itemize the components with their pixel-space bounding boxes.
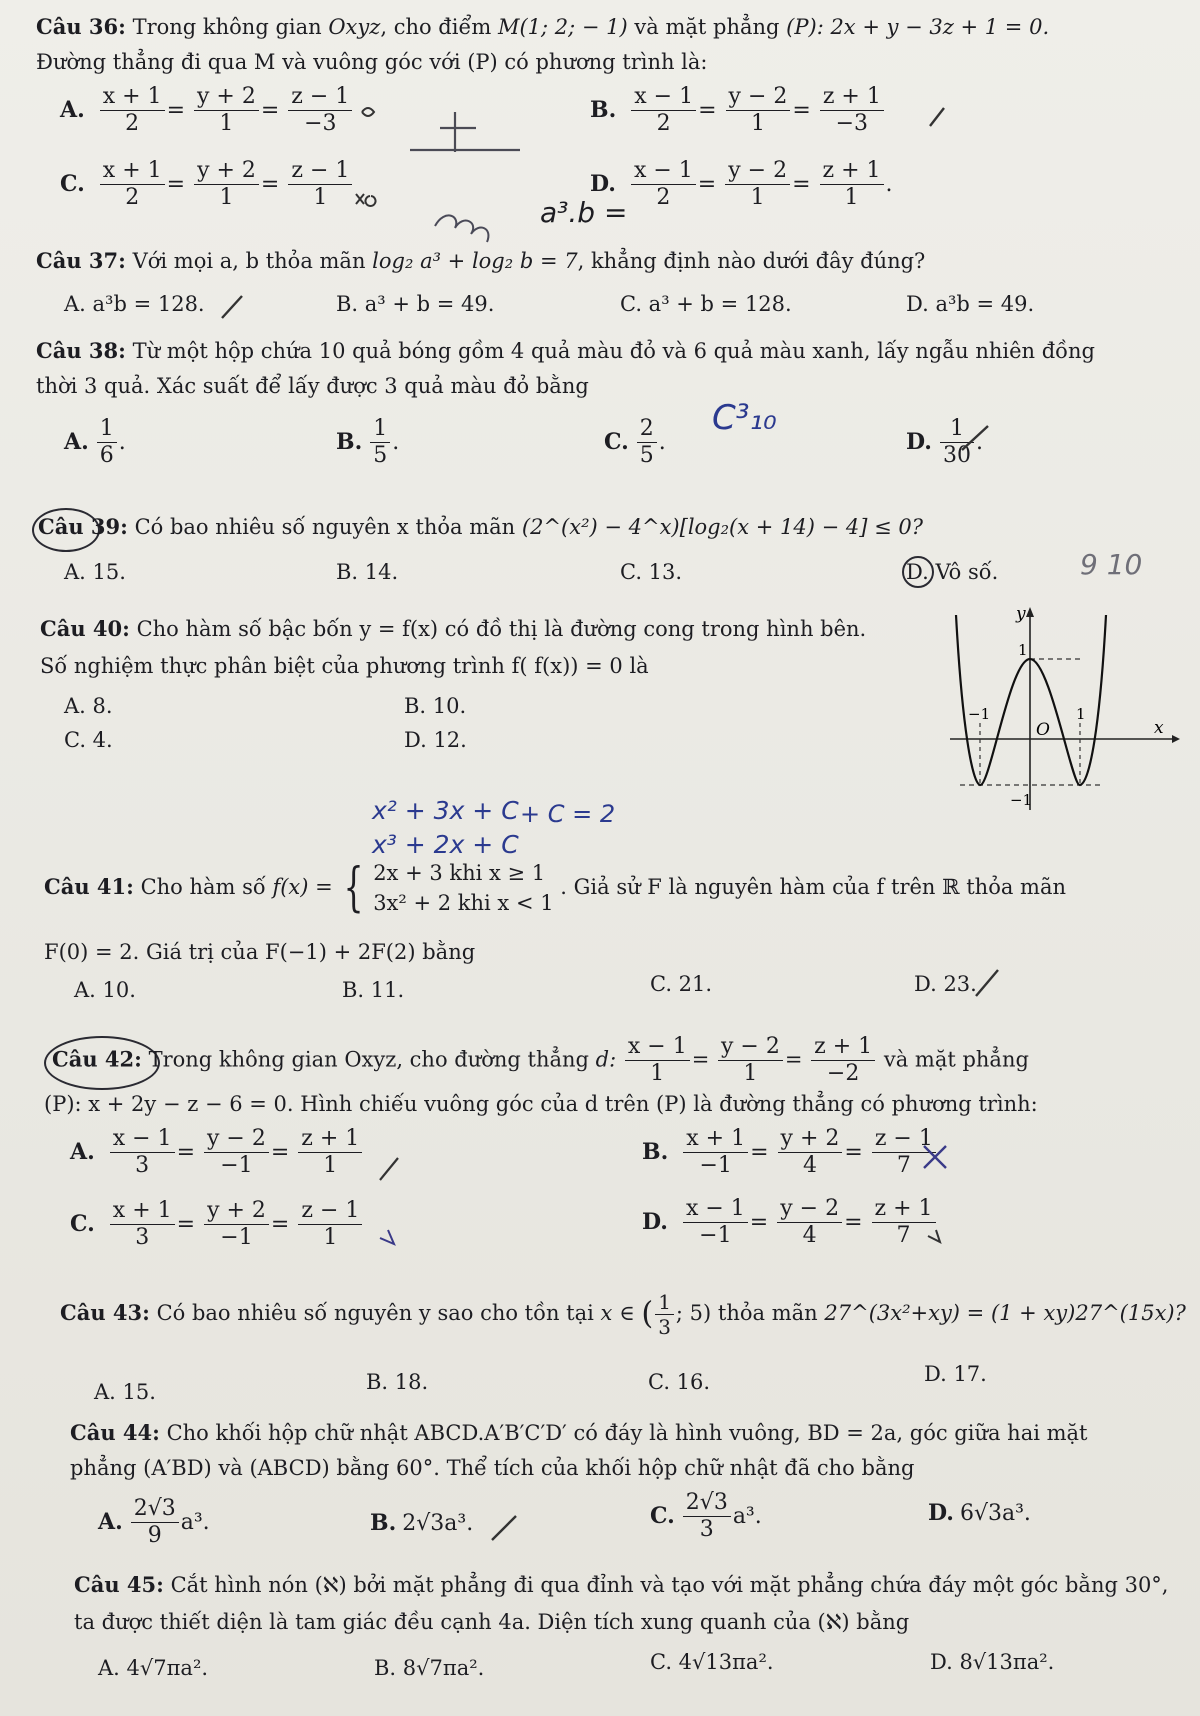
q38-option-d-label: D. (906, 428, 932, 455)
graph-tick-xm1: −1 (968, 705, 991, 723)
q37-condition: log₂ a³ + log₂ b = 7 (372, 249, 578, 273)
frac-den: 5 (373, 443, 388, 469)
frac-den: 1 (650, 1061, 665, 1087)
frac-den: −2 (826, 1061, 860, 1087)
q42-option-b-label: B. (642, 1138, 669, 1165)
q42-option-c-label: C. (70, 1210, 95, 1237)
graph-tick-y1: 1 (1018, 641, 1028, 659)
frac-den: 1 (743, 1061, 758, 1087)
q37-option-d[interactable]: D. a³b = 49. (906, 292, 1035, 316)
q44-option-b-label: B. (370, 1510, 397, 1536)
q38-scratch-combination: C³₁₀ (712, 398, 777, 438)
q40-option-a[interactable]: A. 8. (64, 694, 113, 718)
q36-stem-line2: Đường thẳng đi qua M và vuông góc với (P) có phương trình là: (36, 50, 708, 74)
frac-num: y + 2 (778, 1126, 843, 1153)
q41-case-1: 2x + 3 khi x ≥ 1 (373, 861, 546, 885)
q37-scratch-work: a³.b = (540, 196, 628, 229)
q38-option-c-label: C. (604, 428, 629, 455)
frac-num: z − 1 (288, 158, 352, 185)
frac-num: 2√3 (683, 1490, 731, 1517)
q41-option-a[interactable]: A. 10. (74, 978, 136, 1002)
q42-stem-line2: (P): x + 2y − z − 6 = 0. Hình chiếu vuông góc của d trên (P) là đường thẳng có phương trình: (44, 1092, 1038, 1116)
frac-num: x + 1 (100, 158, 165, 185)
frac-den: −3 (304, 111, 337, 137)
frac-den: 3 (658, 1315, 671, 1339)
q42-option-d-label: D. (642, 1208, 668, 1235)
q43-equation: 27^(3x²+xy) = (1 + xy)27^(15x)? (824, 1301, 1186, 1325)
q45-stem-line1 (74, 1572, 1168, 1597)
q41-option-d[interactable]: D. 23. (914, 972, 977, 996)
frac-den: 4 (802, 1153, 817, 1179)
frac-den: 7 (896, 1153, 911, 1179)
frac-num: z + 1 (298, 1126, 362, 1153)
frac-den: 1 (219, 111, 234, 137)
frac-den: 2 (125, 111, 140, 137)
q42-option-d[interactable]: D. $\frac{x - 1}{-1}$ = $\frac{y - 2}{4}$ = $\frac{z + 1}{7}$ (642, 1196, 938, 1250)
frac-den: 2 (125, 185, 140, 211)
q36-label: Câu 36: (36, 14, 126, 39)
graph-tick-x1: 1 (1076, 705, 1086, 723)
q41-label: Câu 41: (44, 873, 134, 899)
q45-option-a[interactable]: A. 4√7πa². (98, 1656, 209, 1680)
frac-num: x − 1 (683, 1196, 748, 1223)
frac-den: 3 (699, 1517, 714, 1543)
q45-text-1: Cắt hình nón (ℵ) bởi mặt phẳng đi qua đỉnh và tạo với mặt phẳng chứa đáy một góc bằng 30°, (170, 1573, 1169, 1597)
q42-option-a[interactable]: A. $\frac{x - 1}{3}$ = $\frac{y - 2}{-1}$ = $\frac{z + 1}{1}$ (70, 1126, 364, 1180)
q36-option-a[interactable]: A. $\frac{x + 1}{2}$ = $\frac{y + 2}{1}$ = $\frac{z - 1}{-3}$ (60, 84, 354, 138)
q41-case-2: 3x² + 2 khi x < 1 (373, 891, 554, 916)
graph-tick-ym1: −1 (1010, 791, 1033, 809)
q38-option-a-label: A. (64, 428, 89, 455)
q36-text-b: , cho điểm (380, 15, 492, 39)
q38-text-1: Từ một hộp chứa 10 quả bóng gồm 4 quả màu đỏ và 6 quả màu xanh, lấy ngẫu nhiên đồng (132, 339, 1095, 363)
frac-num: 1 (655, 1290, 674, 1315)
frac-num: 1 (940, 416, 974, 443)
frac-num: y + 2 (194, 84, 259, 111)
q45-label: Câu 45: (74, 1572, 164, 1597)
frac-den: 1 (323, 1153, 338, 1179)
frac-num: 2√3 (131, 1496, 179, 1523)
q41-scratch-line2: x³ + 2x + C (372, 830, 519, 859)
q36-option-b[interactable]: B. $\frac{x - 1}{2}$ = $\frac{y - 2}{1}$ = $\frac{z + 1}{-3}$ (590, 84, 886, 138)
frac-num: y + 2 (194, 158, 259, 185)
q39-inequality: (2^(x²) − 4^x)[log₂(x + 14) − 4] ≤ 0? (521, 515, 924, 539)
frac-den: 2 (656, 185, 671, 211)
q43-option-c[interactable]: C. 16. (648, 1370, 711, 1394)
graph-origin-label: O (1036, 720, 1050, 740)
q42-option-c[interactable]: C. $\frac{x + 1}{3}$ = $\frac{y + 2}{-1}$ = $\frac{z - 1}{1}$ (70, 1198, 364, 1252)
q36-space: Oxyz (328, 15, 381, 39)
q44-option-d-label: D. (928, 1500, 954, 1526)
q40-option-d[interactable]: D. 12. (404, 728, 467, 752)
frac-den: −1 (699, 1153, 732, 1179)
q42-stem-line1: Câu 42: Trong không gian Oxyz, cho đường thẳng d: $\frac{x - 1}{1}$ = $\frac{y - 2}{1}$ = $\frac{z + 1}{-2}$ và mặt phẳng (52, 1034, 1029, 1087)
q36-text-c: và mặt phẳng (634, 15, 780, 39)
frac-den: 3 (135, 1153, 150, 1179)
q36-option-c[interactable]: C. $\frac{x + 1}{2}$ = $\frac{y + 2}{1}$ = $\frac{z - 1}{1}$ (60, 158, 354, 212)
frac-num: z + 1 (820, 84, 884, 111)
q39-option-b[interactable]: B. 14. (336, 560, 399, 584)
frac-num: x − 1 (110, 1126, 175, 1153)
q41-text-b: . Giả sử F là nguyên hàm của f trên ℝ thỏa mãn (560, 874, 1066, 899)
frac-den: −1 (220, 1225, 253, 1251)
frac-num: z − 1 (298, 1198, 362, 1225)
frac-den: 6 (99, 443, 114, 469)
q44-option-d-text: 6√3a³. (959, 1501, 1031, 1526)
frac-den: 3 (135, 1225, 150, 1251)
frac-num: z − 1 (288, 84, 352, 111)
q36-option-d-label: D. (590, 170, 616, 197)
q44-text-1: Cho khối hộp chữ nhật ABCD.A′B′C′D′ có đáy là hình vuông, BD = 2a, góc giữa hai mặt (166, 1421, 1088, 1445)
q42-option-a-label: A. (70, 1138, 95, 1165)
frac-num: z + 1 (872, 1196, 936, 1223)
frac-num: z + 1 (820, 158, 884, 185)
frac-num: x + 1 (683, 1126, 748, 1153)
q36-option-b-label: B. (590, 96, 617, 123)
frac-num: x − 1 (631, 158, 696, 185)
frac-num: y − 2 (718, 1034, 783, 1061)
frac-den: 2 (656, 111, 671, 137)
frac-num: y + 2 (204, 1198, 269, 1225)
frac-den: 7 (896, 1223, 911, 1249)
q37-option-b[interactable]: B. a³ + b = 49. (336, 292, 495, 316)
q42-label: Câu 42: (52, 1046, 142, 1072)
q44-stem-line2: phẳng (A′BD) và (ABCD) bằng 60°. Thể tích của khối hộp chữ nhật đã cho bằng (70, 1456, 915, 1480)
frac-den: −1 (220, 1153, 253, 1179)
frac-den: 9 (147, 1523, 162, 1549)
q36-option-a-label: A. (60, 96, 85, 123)
q43-option-b[interactable]: B. 18. (366, 1370, 429, 1394)
frac-num: y − 2 (725, 158, 790, 185)
frac-den: 4 (802, 1223, 817, 1249)
q39-option-c[interactable]: C. 13. (620, 560, 683, 584)
q45-option-c[interactable]: C. 4√13πa². (650, 1650, 774, 1674)
q39-option-a[interactable]: A. 15. (64, 560, 126, 584)
frac-num: x − 1 (625, 1034, 690, 1061)
q45-option-d[interactable]: D. 8√13πa². (930, 1650, 1055, 1674)
q41-scratch-line1: x² + 3x + C (372, 796, 519, 825)
q45-stem-line2: ta được thiết diện là tam giác đều cạnh 4a. Diện tích xung quanh của (ℵ) bằng (74, 1610, 910, 1634)
frac-den: 30 (942, 443, 971, 469)
frac-den: −1 (699, 1223, 732, 1249)
graph-x-label: x (1154, 718, 1164, 738)
q40-option-b[interactable]: B. 10. (404, 694, 467, 718)
q43-label: Câu 43: (60, 1300, 150, 1325)
frac-num: 2 (637, 416, 657, 443)
q44-option-b-text: 2√3a³. (402, 1511, 474, 1536)
q41-brace-icon: { (344, 858, 364, 919)
frac-den: 1 (844, 185, 859, 211)
q37-text-a: Với mọi a, b thỏa mãn (132, 249, 366, 273)
q44-option-a-tail: a³. (180, 1509, 210, 1535)
q40-text-1: Cho hàm số bậc bốn y = f(x) có đồ thị là đường cong trong hình bên. (136, 617, 867, 641)
q37-option-a[interactable]: A. a³b = 128. (64, 292, 205, 316)
q43-stem: Câu 43: Có bao nhiêu số nguyên y sao cho tồn tại x ∈ ( $\frac{1}{3}$ ; 5) thỏa mãn 27^(3x²+xy) = (1 + xy)27^(15x)? (60, 1290, 1186, 1339)
q38-label: Câu 38: (36, 338, 126, 363)
q40-stem-line2: Số nghiệm thực phân biệt của phương trình f( f(x)) = 0 là (40, 654, 649, 678)
frac-num: z + 1 (811, 1034, 875, 1061)
frac-den: −3 (835, 111, 869, 137)
q36-option-c-label: C. (60, 170, 85, 197)
q41-option-b[interactable]: B. 11. (342, 978, 405, 1002)
q44-option-a-label: A. (98, 1508, 123, 1535)
frac-num: z − 1 (872, 1126, 936, 1153)
q43-option-a[interactable]: A. 15. (94, 1380, 156, 1404)
q42-text-a: Trong không gian Oxyz, cho đường thẳng (148, 1047, 589, 1072)
q43-interval-end: ; 5) (675, 1301, 712, 1325)
q38-option-a[interactable]: A. $\frac{1}{6}$ . (64, 416, 126, 469)
q36-plane: (P): 2x + y − 3z + 1 = 0. (786, 15, 1050, 39)
frac-den: 1 (219, 185, 234, 211)
q43-text-b: thỏa mãn (717, 1301, 818, 1325)
q38-option-c[interactable]: C. $\frac{2}{5}$ . (604, 416, 666, 469)
q36-text-a: Trong không gian (132, 15, 322, 39)
q41-text-a: Cho hàm số (140, 874, 266, 899)
frac-num: 1 (97, 416, 117, 443)
q43-text-a: Có bao nhiêu số nguyên y sao cho tồn tại (156, 1301, 594, 1325)
frac-num: x + 1 (100, 84, 165, 111)
q42-text-b: và mặt phẳng (883, 1047, 1029, 1072)
frac-num: 1 (370, 416, 390, 443)
q39-option-d[interactable]: D. Vô số. (906, 560, 999, 584)
q39-label: Câu 39: (38, 514, 128, 539)
q41-fx: f(x) = (272, 874, 333, 899)
q41-stem-line2: F(0) = 2. Giá trị của F(−1) + 2F(2) bằng (44, 940, 476, 964)
q38-option-b-label: B. (336, 428, 363, 455)
q42-line-name: d: (595, 1047, 617, 1072)
frac-den: 1 (313, 185, 328, 211)
q38-option-d[interactable]: D. $\frac{1}{30}$ . (906, 416, 983, 469)
frac-num: x + 1 (110, 1198, 175, 1225)
q39-scratch-numbers: 9 10 (1080, 548, 1143, 581)
q44-option-c-label: C. (650, 1502, 675, 1529)
q36-option-d[interactable]: D. $\frac{x - 1}{2}$ = $\frac{y - 2}{1}$ = $\frac{z + 1}{1}$ . (590, 158, 893, 211)
q44-option-c-tail: a³. (732, 1503, 762, 1529)
q45-option-b[interactable]: B. 8√7πa². (374, 1656, 485, 1680)
frac-den: 5 (639, 443, 654, 469)
q37-text-b: , khẳng định nào dưới đây đúng? (577, 249, 926, 273)
q40-option-c[interactable]: C. 4. (64, 728, 113, 752)
frac-den: 1 (323, 1225, 338, 1251)
q39-text: Có bao nhiêu số nguyên x thỏa mãn (134, 515, 516, 539)
q37-option-c[interactable]: C. a³ + b = 128. (620, 292, 792, 316)
q42-option-b[interactable]: B. $\frac{x + 1}{-1}$ = $\frac{y + 2}{4}$ = $\frac{z - 1}{7}$ (642, 1126, 938, 1180)
q36-point: M(1; 2; − 1) (497, 15, 628, 39)
frac-den: 1 (750, 185, 765, 211)
frac-num: x − 1 (631, 84, 696, 111)
q44-label: Câu 44: (70, 1420, 160, 1445)
frac-den: 1 (750, 111, 765, 137)
q38-option-b[interactable]: B. $\frac{1}{5}$ . (336, 416, 400, 469)
q38-stem-line2: thời 3 quả. Xác suất để lấy được 3 quả màu đỏ bằng (36, 374, 589, 398)
q43-option-d[interactable]: D. 17. (924, 1362, 987, 1386)
frac-num: y − 2 (777, 1196, 842, 1223)
graph-y-label: y (1016, 605, 1026, 624)
q40-label: Câu 40: (40, 616, 130, 641)
q37-label: Câu 37: (36, 248, 126, 273)
q41-scratch-line3: + C = 2 (520, 800, 616, 828)
q43-cond: x ∈ (600, 1301, 635, 1325)
q41-option-c[interactable]: C. 21. (650, 972, 713, 996)
frac-num: y − 2 (204, 1126, 269, 1153)
frac-num: y − 2 (726, 84, 791, 111)
